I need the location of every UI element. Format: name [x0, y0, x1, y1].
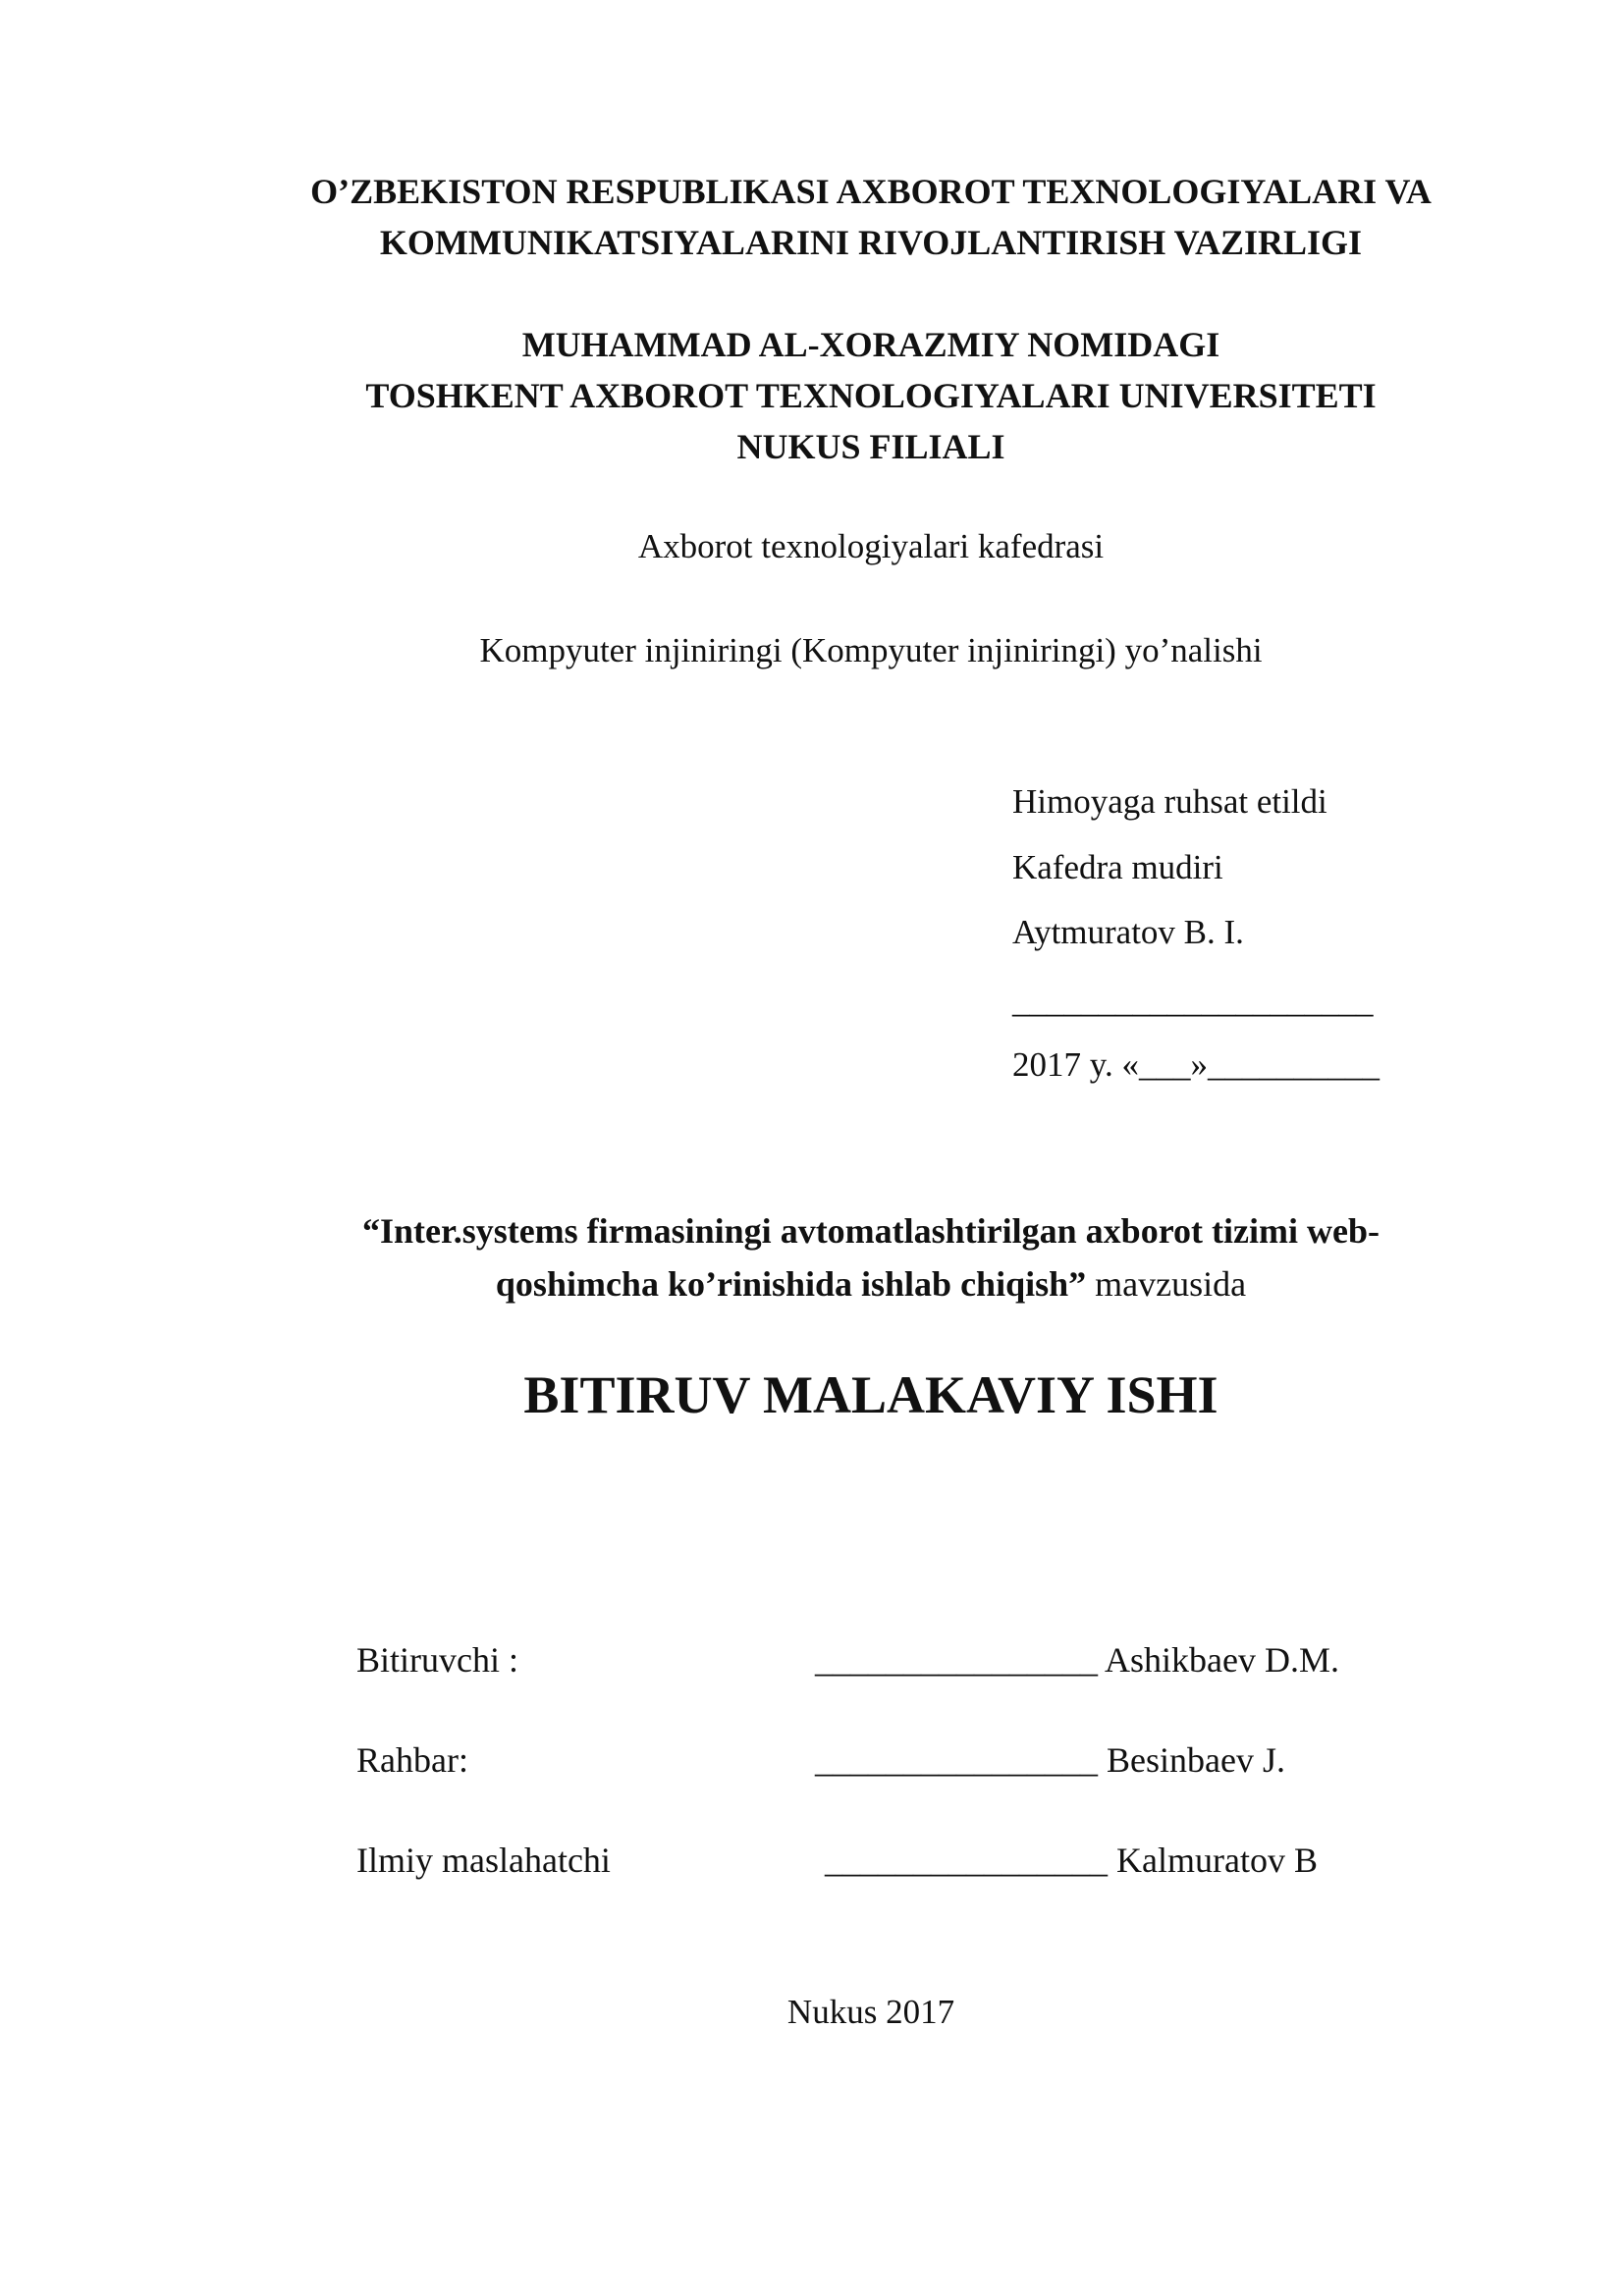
signature-row-supervisor [815, 1739, 1285, 1781]
ministry-line-1: O’ZBEKISTON RESPUBLIKASI AXBOROT TEXNOLOGIYALARI VA [310, 172, 1432, 211]
place-year-footer: Nukus 2017 [786, 1993, 955, 2031]
signature-row-graduate [815, 1639, 1339, 1681]
signature-name: Ashikbaev D.M. [1098, 1640, 1339, 1680]
signature-blank: ________________ [815, 1640, 1098, 1680]
signature-name: Besinbaev J. [1098, 1740, 1285, 1780]
document-title: BITIRUV MALAKAVIY ISHI [523, 1365, 1218, 1424]
signature-name: Kalmuratov B [1108, 1841, 1318, 1880]
approval-line-1: Himoyaga ruhsat etildi [1012, 782, 1327, 821]
signature-blank: ________________ [825, 1841, 1108, 1880]
signature-label-supervisor: Rahbar: [356, 1740, 468, 1780]
topic-line-2 [0, 1263, 1624, 1305]
signature-blank: ________________ [815, 1740, 1098, 1780]
university-line-1: MUHAMMAD AL-XORAZMIY NOMIDAGI [521, 325, 1220, 364]
approval-signature-line: _____________________ [1012, 982, 1374, 1020]
university-line-2: TOSHKENT AXBOROT TEXNOLOGIYALARI UNIVERSITETI [365, 376, 1377, 415]
direction-name: Kompyuter injiniringi (Kompyuter injiniringi) yo’nalishi [479, 631, 1263, 669]
ministry-line-2: KOMMUNIKATSIYALARINI RIVOJLANTIRISH VAZIRLIGI [379, 223, 1363, 262]
signature-row-advisor [825, 1840, 1318, 1881]
topic-line-2-bold: qoshimcha ko’rinishida ishlab chiqish” [495, 1264, 1087, 1304]
approval-head-name: Aytmuratov B. I. [1012, 913, 1244, 951]
signature-label-graduate: Bitiruvchi : [356, 1640, 518, 1680]
topic-line-2-regular: mavzusida [1086, 1264, 1247, 1304]
approval-date-line: 2017 y. «___»__________ [1012, 1045, 1380, 1084]
department-name: Axborot texnologiyalari kafedrasi [637, 527, 1105, 565]
topic-line-1: “Inter.systems firmasiningi avtomatlashtirilgan axborot tizimi web- [362, 1211, 1380, 1251]
university-line-3: NUKUS FILIALI [736, 427, 1005, 466]
approval-line-2: Kafedra mudiri [1012, 848, 1223, 886]
signature-label-advisor: Ilmiy maslahatchi [356, 1841, 611, 1880]
